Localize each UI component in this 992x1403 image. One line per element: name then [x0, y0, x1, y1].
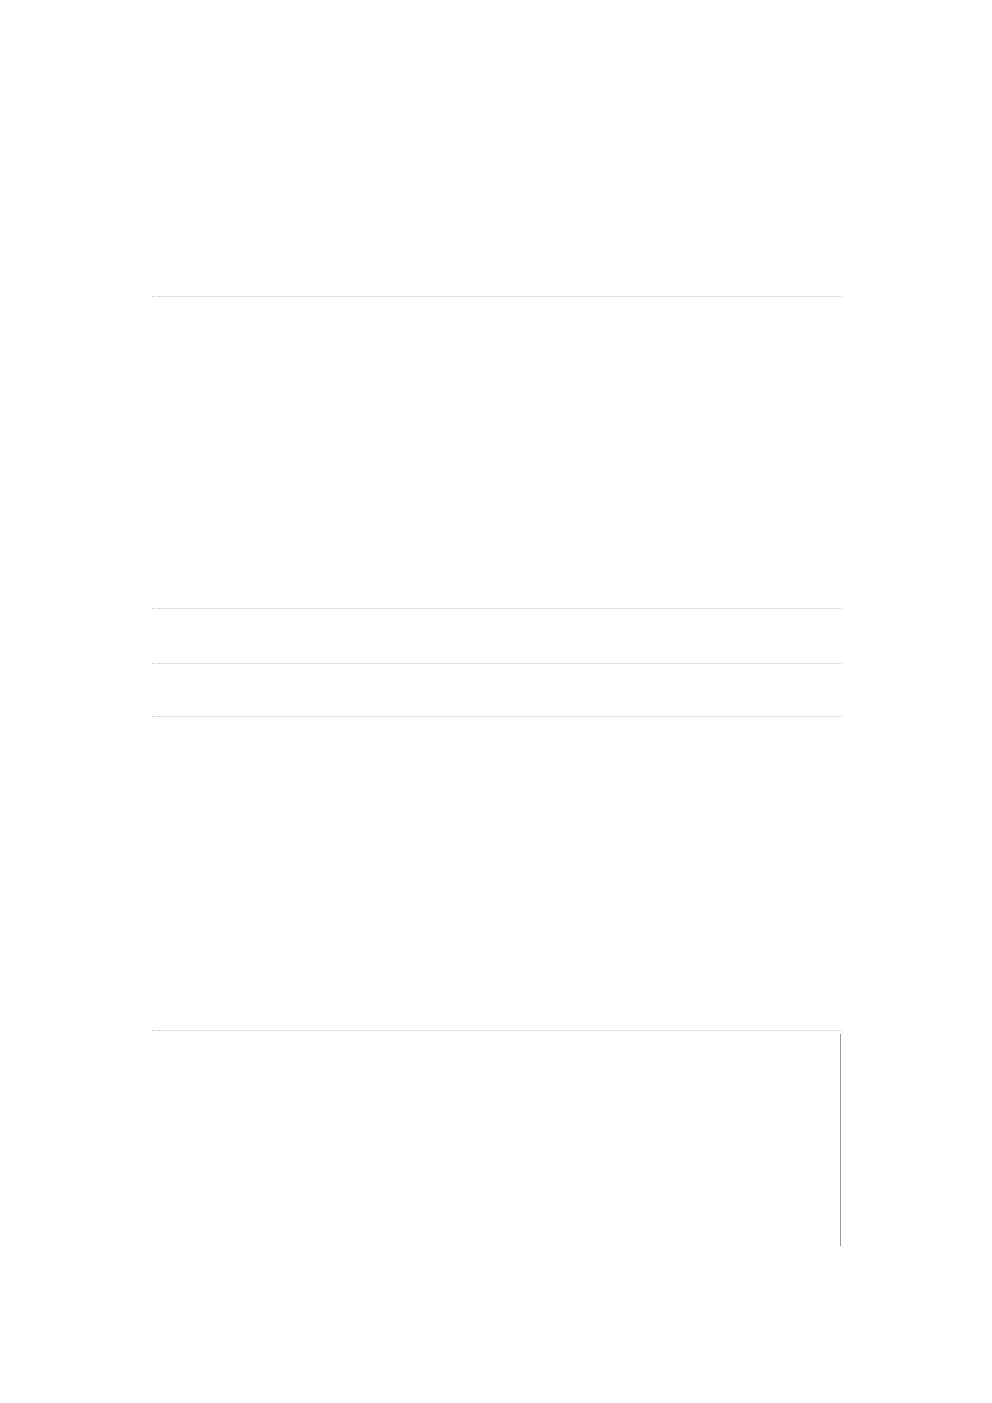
paragraph-divider: [152, 716, 842, 717]
body-paragraph: [152, 1034, 841, 1246]
paragraph-divider: [152, 1030, 842, 1031]
paragraph-divider: [152, 608, 842, 609]
paragraph-divider: [152, 296, 842, 297]
paragraph-divider: [152, 663, 842, 664]
